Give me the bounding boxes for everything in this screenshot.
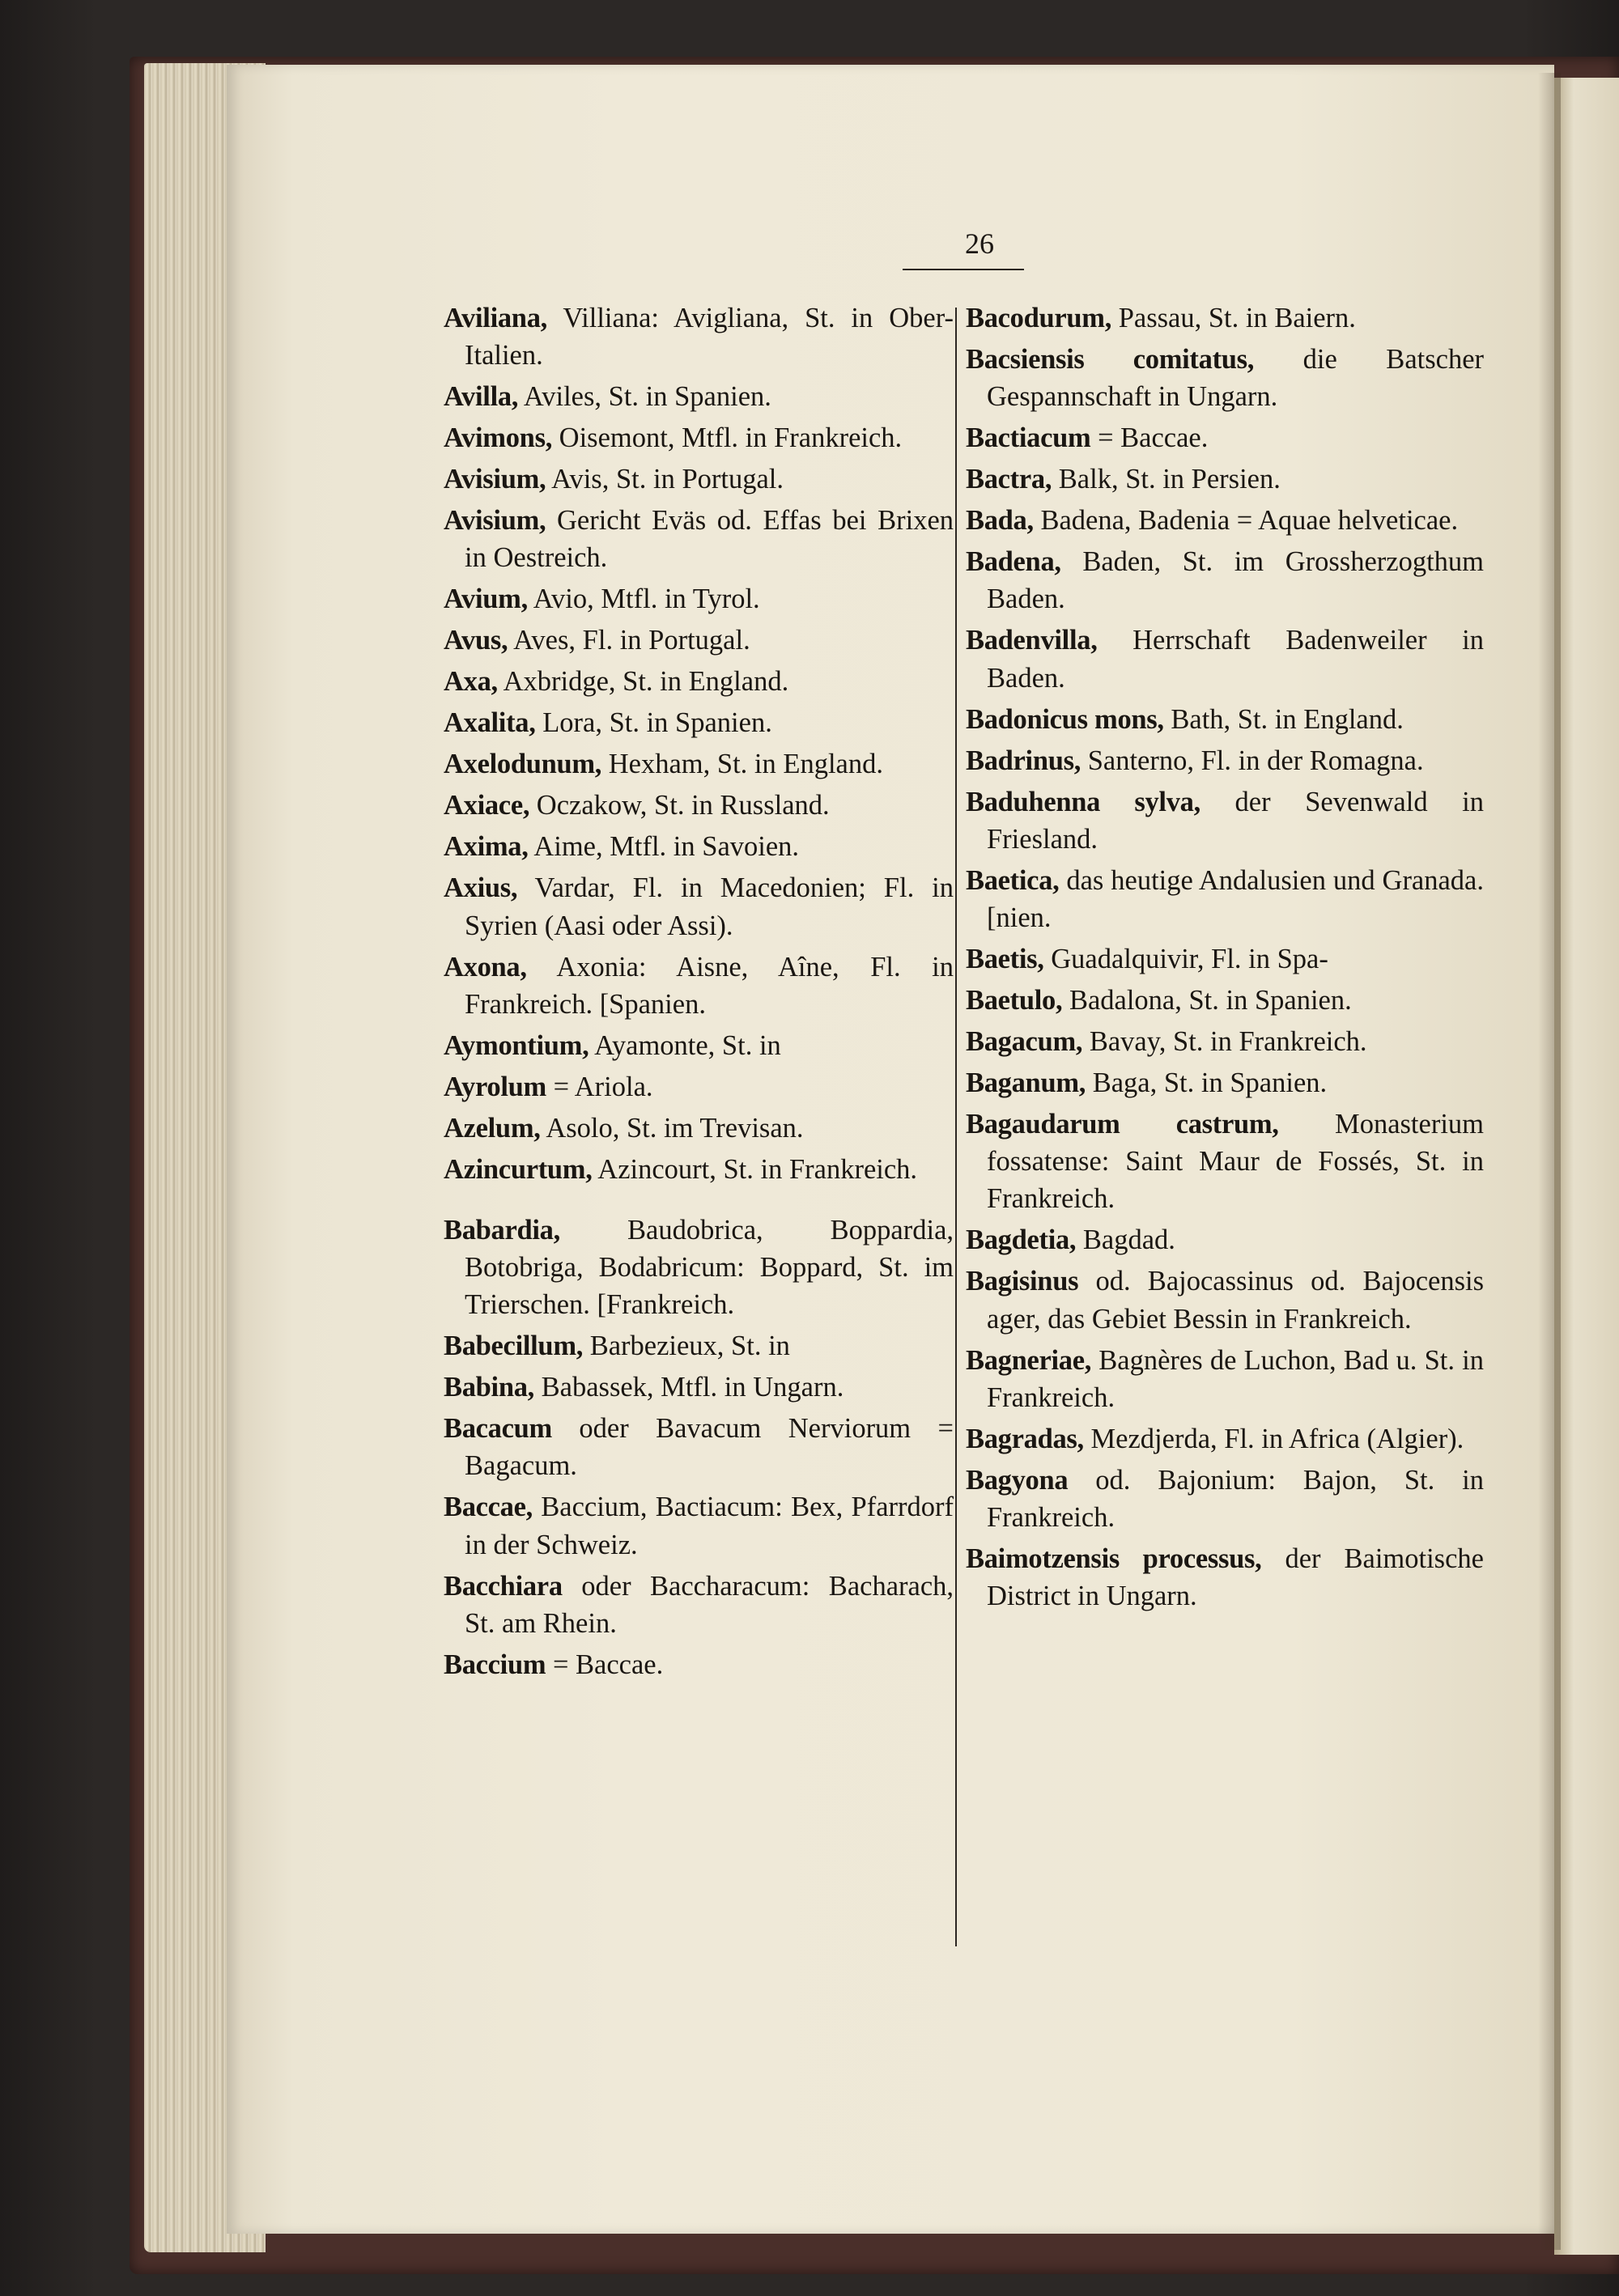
dictionary-entry bbox=[444, 663, 954, 700]
dictionary-entry bbox=[444, 622, 954, 659]
dictionary-entry bbox=[966, 299, 1484, 337]
dictionary-entry bbox=[966, 1106, 1484, 1218]
entry-text: Azincourt, St. in Frankreich. bbox=[597, 1153, 918, 1185]
page-number: 26 bbox=[965, 227, 994, 260]
dictionary-entry bbox=[966, 419, 1484, 456]
entry-headword: Baetis, bbox=[966, 944, 1044, 975]
dictionary-entry bbox=[444, 378, 954, 415]
entry-headword: Badrinus, bbox=[966, 745, 1081, 776]
entry-headword: Avus, bbox=[444, 625, 508, 656]
dictionary-entry bbox=[966, 543, 1484, 618]
dictionary-entry bbox=[444, 580, 954, 618]
dictionary-entry bbox=[966, 460, 1484, 498]
entry-text: Guadalquivir, Fl. in Spa- bbox=[1051, 944, 1328, 975]
entry-text: od. Bajonium: Bajon, St. in Frankreich. bbox=[987, 1464, 1485, 1534]
entry-text: Baga, St. in Spanien. bbox=[1092, 1067, 1328, 1099]
entry-text: = Baccae. bbox=[1098, 422, 1209, 454]
entry-text: Oczakow, St. in Russland. bbox=[536, 790, 830, 821]
entry-text: Badalona, St. in Spanien. bbox=[1069, 985, 1352, 1016]
dictionary-entry bbox=[444, 1410, 954, 1484]
entry-headword: Aviliana, bbox=[444, 303, 547, 333]
dictionary-entry bbox=[966, 622, 1484, 696]
entry-text: Balk, St. in Persien. bbox=[1058, 464, 1281, 495]
right-column bbox=[966, 299, 1484, 1619]
entry-text: Villiana: Avigliana, St. in Ober-Italien. bbox=[465, 303, 954, 371]
entry-text: Barbezieux, St. in bbox=[589, 1330, 790, 1362]
dictionary-entry bbox=[444, 1327, 954, 1364]
entry-headword: Azincurtum, bbox=[444, 1153, 593, 1185]
dictionary-entry bbox=[444, 1646, 954, 1683]
entry-text: Axonia: Aisne, Aîne, Fl. in Frankreich. [Spanien. bbox=[465, 951, 954, 1020]
entry-headword: Badenvilla, bbox=[966, 625, 1098, 656]
entry-headword: Avimons, bbox=[444, 422, 553, 454]
entry-headword: Axona, bbox=[444, 951, 527, 982]
entry-headword: Ayrolum bbox=[444, 1071, 546, 1102]
entry-text: Herrschaft Badenweiler in Baden. bbox=[987, 625, 1484, 694]
entry-text: Monasterium fossatense: Saint Maur de Fossés, St. in Frankreich. bbox=[987, 1109, 1484, 1215]
entry-headword: Avilla, bbox=[444, 381, 519, 413]
entry-headword: Bactra, bbox=[966, 464, 1052, 495]
dictionary-entry bbox=[444, 1027, 954, 1064]
entry-text: der Baimotische District in Ungarn. bbox=[987, 1543, 1484, 1612]
left-column bbox=[444, 299, 954, 1687]
dictionary-entry bbox=[966, 502, 1484, 539]
entry-headword: Badena, bbox=[966, 546, 1061, 578]
dictionary-entry bbox=[444, 1568, 954, 1642]
entry-headword: Axiace, bbox=[444, 790, 530, 821]
dictionary-entry bbox=[966, 982, 1484, 1019]
entry-text: das heutige Andalusien und Granada. [nien. bbox=[987, 864, 1484, 934]
entry-text: = Ariola. bbox=[553, 1071, 653, 1102]
entry-headword: Bacsiensis comitatus, bbox=[966, 344, 1255, 375]
entry-text: od. Bajocassinus od. Bajocensis ager, das Gebiet Bessin in Frankreich. bbox=[987, 1266, 1485, 1335]
entry-headword: Axima, bbox=[444, 831, 529, 863]
entry-text: Vardar, Fl. in Macedonien; Fl. in Syrien (Aasi oder Assi). bbox=[465, 872, 954, 941]
entry-text: Mezdjerda, Fl. in Africa (Algier). bbox=[1090, 1423, 1464, 1454]
entry-headword: Bagacum, bbox=[966, 1026, 1083, 1058]
dictionary-entry bbox=[966, 1462, 1484, 1536]
entry-text: Avio, Mtfl. in Tyrol. bbox=[533, 584, 760, 615]
entry-headword: Baganum, bbox=[966, 1067, 1086, 1099]
entry-headword: Azelum, bbox=[444, 1112, 541, 1144]
facing-page-edge bbox=[1554, 78, 1619, 2255]
entry-text: Asolo, St. im Trevisan. bbox=[546, 1112, 804, 1144]
entry-text: Bavay, St. in Frankreich. bbox=[1089, 1026, 1367, 1058]
dictionary-entry bbox=[966, 1221, 1484, 1258]
entry-headword: Bagradas, bbox=[966, 1423, 1084, 1454]
entry-text: Baden, St. im Grossherzogthum Baden. bbox=[987, 546, 1485, 615]
dictionary-entry bbox=[444, 745, 954, 783]
entry-headword: Axalita, bbox=[444, 707, 536, 739]
dictionary-entry bbox=[444, 828, 954, 865]
entry-text: = Baccae. bbox=[552, 1649, 664, 1680]
entry-headword: Baimotzensis processus, bbox=[966, 1543, 1262, 1575]
dictionary-entry bbox=[444, 460, 954, 498]
dictionary-entry bbox=[444, 502, 954, 576]
entry-text: Passau, St. in Baiern. bbox=[1118, 303, 1356, 333]
page-number-rule bbox=[903, 269, 1024, 270]
entry-text: Avis, St. in Portugal. bbox=[551, 464, 784, 495]
entry-text: Badena, Badenia = Aquae helveticae. bbox=[1040, 505, 1459, 537]
entry-headword: Baduhenna sylva, bbox=[966, 786, 1200, 817]
dictionary-entry bbox=[966, 1064, 1484, 1101]
entry-headword: Avisium, bbox=[444, 505, 546, 537]
entry-headword: Baccium bbox=[444, 1649, 546, 1680]
entry-headword: Baetica, bbox=[966, 864, 1060, 896]
entry-headword: Aymontium, bbox=[444, 1029, 589, 1061]
entry-headword: Baccae, bbox=[444, 1492, 533, 1523]
entry-text: Aviles, St. in Spanien. bbox=[523, 381, 771, 413]
dictionary-entry bbox=[444, 299, 954, 374]
entry-text: Hexham, St. in England. bbox=[608, 749, 883, 780]
column-divider bbox=[955, 308, 957, 1946]
entry-headword: Bacchiara bbox=[444, 1570, 563, 1602]
entry-headword: Bactiacum bbox=[966, 422, 1091, 454]
entry-headword: Axius, bbox=[444, 872, 518, 904]
dictionary-entry bbox=[444, 419, 954, 456]
entry-text: Bagnères de Luchon, Bad u. St. in Frankreich. bbox=[987, 1344, 1485, 1413]
dictionary-entry bbox=[444, 1151, 954, 1188]
dictionary-entry bbox=[966, 862, 1484, 936]
dictionary-entry bbox=[966, 1023, 1484, 1060]
entry-headword: Bada, bbox=[966, 505, 1034, 537]
entry-text: Aime, Mtfl. in Savoien. bbox=[533, 831, 800, 863]
entry-text: Axbridge, St. in England. bbox=[503, 666, 789, 698]
entry-text: Baccium, Bactiacum: Bex, Pfarrdorf in der Schweiz. bbox=[465, 1492, 954, 1560]
entry-text: Bath, St. in England. bbox=[1171, 703, 1404, 735]
dictionary-entry bbox=[966, 1540, 1484, 1615]
entry-headword: Bagaudarum castrum, bbox=[966, 1109, 1279, 1140]
gutter-shadow bbox=[1538, 73, 1561, 2250]
entry-headword: Avisium, bbox=[444, 464, 546, 495]
entry-text: Lora, St. in Spanien. bbox=[542, 707, 772, 739]
entry-text: Ayamonte, St. in bbox=[594, 1029, 781, 1061]
entry-headword: Bagdetia, bbox=[966, 1224, 1077, 1256]
entry-headword: Babardia, bbox=[444, 1214, 560, 1246]
dictionary-entry bbox=[966, 783, 1484, 858]
dictionary-entry bbox=[966, 1420, 1484, 1458]
dictionary-entry bbox=[444, 869, 954, 944]
entry-headword: Axelodunum, bbox=[444, 749, 602, 780]
dictionary-entry bbox=[444, 1110, 954, 1147]
dictionary-entry bbox=[444, 1369, 954, 1406]
entry-headword: Avium, bbox=[444, 584, 528, 615]
entry-text: die Batscher Gespannschaft in Ungarn. bbox=[987, 344, 1485, 413]
dictionary-entry bbox=[966, 1342, 1484, 1416]
entry-text: oder Bavacum Nerviorum = Bagacum. bbox=[465, 1413, 954, 1482]
entry-headword: Axa, bbox=[444, 666, 498, 698]
dictionary-entry bbox=[444, 787, 954, 824]
entry-text: der Sevenwald in Friesland. bbox=[987, 786, 1484, 855]
entry-headword: Bagyona bbox=[966, 1464, 1069, 1496]
entry-headword: Bagisinus bbox=[966, 1266, 1079, 1297]
entry-text: Aves, Fl. in Portugal. bbox=[513, 625, 750, 656]
entry-headword: Baetulo, bbox=[966, 985, 1063, 1016]
entry-headword: Badonicus mons, bbox=[966, 703, 1164, 735]
entry-text: Babassek, Mtfl. in Ungarn. bbox=[541, 1372, 844, 1403]
entry-text: Baudobrica, Boppardia, Botobriga, Bodabricum: Boppard, St. im Trierschen. [Frankreich. bbox=[465, 1214, 954, 1321]
entry-text: Oisemont, Mtfl. in Frankreich. bbox=[559, 422, 903, 454]
entry-text: Santerno, Fl. in der Romagna. bbox=[1087, 745, 1424, 776]
entry-headword: Bagneriae, bbox=[966, 1344, 1092, 1376]
entry-headword: Babecillum, bbox=[444, 1330, 584, 1362]
entry-headword: Babina, bbox=[444, 1372, 534, 1403]
dictionary-entry bbox=[444, 1212, 954, 1324]
dictionary-entry bbox=[444, 1488, 954, 1563]
dictionary-entry bbox=[444, 949, 954, 1023]
dictionary-entry bbox=[966, 1263, 1484, 1337]
entry-text: Bagdad. bbox=[1082, 1224, 1175, 1256]
dictionary-entry bbox=[966, 341, 1484, 415]
dictionary-entry bbox=[966, 940, 1484, 978]
dictionary-entry bbox=[444, 1068, 954, 1106]
section-gap bbox=[444, 1192, 954, 1212]
entry-headword: Bacodurum, bbox=[966, 303, 1112, 333]
dictionary-entry bbox=[966, 742, 1484, 779]
entry-headword: Bacacum bbox=[444, 1413, 552, 1445]
dictionary-entry bbox=[966, 701, 1484, 738]
entry-text: Gericht Eväs od. Effas bei Brixen in Oestreich. bbox=[465, 505, 954, 574]
dictionary-entry bbox=[444, 704, 954, 741]
entry-text: oder Baccharacum: Bacharach, St. am Rhein. bbox=[465, 1570, 954, 1639]
